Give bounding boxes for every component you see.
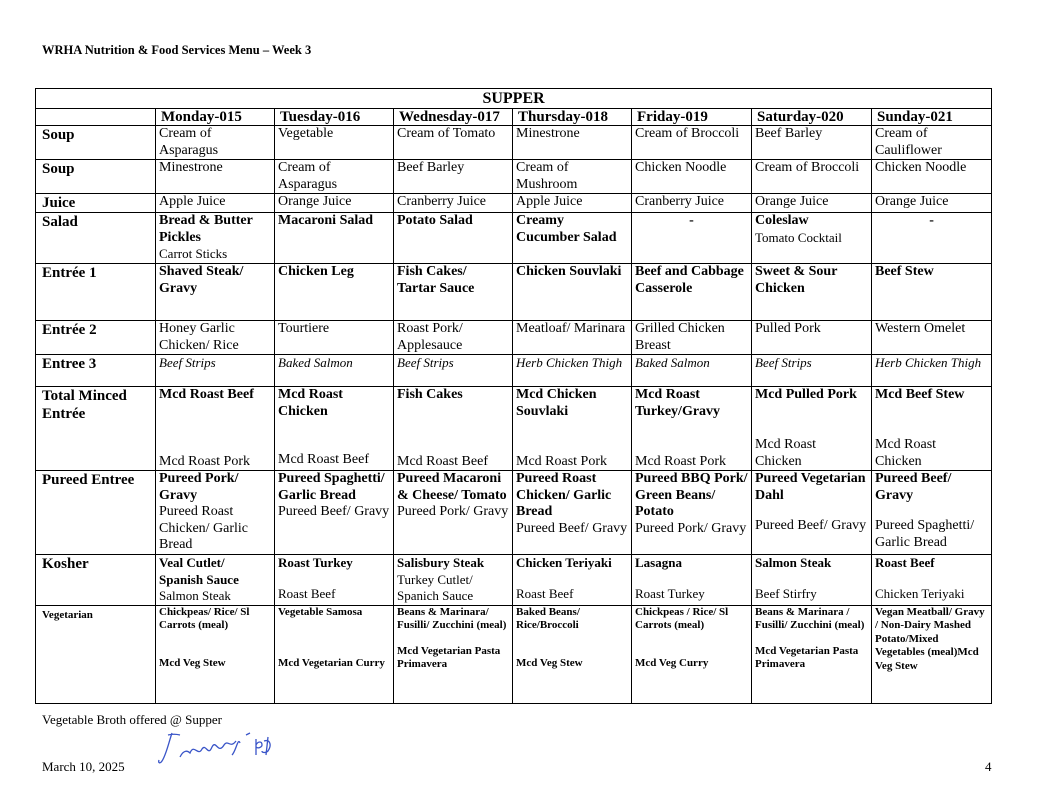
vegetarian-minced: Mcd Vegetarian Pasta Primavera xyxy=(755,644,859,670)
menu-cell xyxy=(275,605,394,703)
salad-side: Carrot Sticks xyxy=(159,246,228,261)
menu-cell: Orange Juice xyxy=(872,194,992,213)
menu-cell xyxy=(752,605,872,703)
menu-cell xyxy=(872,213,992,264)
vegetarian-row xyxy=(36,605,992,703)
menu-cell: Orange Juice xyxy=(752,194,872,213)
menu-cell xyxy=(752,555,872,606)
day-header: Friday-019 xyxy=(632,109,752,126)
menu-cell xyxy=(156,555,275,606)
menu-cell: Apple Juice xyxy=(156,194,275,213)
row-label: Vegetarian xyxy=(36,605,156,703)
menu-cell xyxy=(872,605,992,703)
pureed-alt: Pureed Roast Chicken/ Garlic Bread xyxy=(159,504,249,552)
soup-row xyxy=(36,126,992,160)
entree3-row xyxy=(36,355,992,387)
footnote: Vegetable Broth offered @ Supper xyxy=(42,712,222,727)
pureed-row xyxy=(36,471,992,555)
menu-cell: Chicken Souvlaki xyxy=(513,264,632,321)
menu-cell: Meatloaf/ Marinara xyxy=(513,321,632,355)
menu-cell xyxy=(872,387,992,471)
menu-cell xyxy=(872,471,992,555)
menu-cell: Chicken Noodle xyxy=(872,160,992,194)
menu-cell xyxy=(275,471,394,555)
menu-cell: Grilled Chicken Breast xyxy=(632,321,752,355)
kosher-item: Roast Beef xyxy=(875,555,935,570)
pureed-alt: Pureed Pork/ Gravy xyxy=(635,520,747,536)
row-label: Total Minced Entrée xyxy=(36,387,156,471)
vegetarian-minced: Mcd Veg Stew xyxy=(516,656,583,669)
pureed-alt: Pureed Spaghetti/ Garlic Bread xyxy=(875,518,975,550)
menu-cell xyxy=(632,387,752,471)
menu-cell: Roast Pork/ Applesauce xyxy=(394,321,513,355)
minced-alt: Mcd Roast Beef xyxy=(278,451,369,467)
day-header: Wednesday-017 xyxy=(394,109,513,126)
vegetarian-item: Baked Beans/ Rice/Broccoli xyxy=(516,605,580,631)
minced-row xyxy=(36,387,992,471)
vegetarian-minced: Mcd Vegetarian Pasta Primavera xyxy=(397,644,501,670)
corner-cell xyxy=(36,109,156,126)
menu-cell: Vegetable xyxy=(275,126,394,160)
minced-alt: Mcd Roast Pork xyxy=(516,453,607,469)
pureed-item: Pureed BBQ Pork/ Green Beans/ Potato xyxy=(635,471,748,519)
menu-cell xyxy=(752,471,872,555)
pureed-alt: Pureed Beef/ Gravy xyxy=(278,504,390,519)
menu-cell xyxy=(632,213,752,264)
day-header-row xyxy=(36,109,992,126)
menu-cell xyxy=(513,471,632,555)
menu-cell xyxy=(156,387,275,471)
menu-cell xyxy=(156,471,275,555)
kosher-alt: Roast Beef xyxy=(516,585,574,601)
menu-cell xyxy=(513,605,632,703)
kosher-item: Roast Turkey xyxy=(278,555,353,570)
menu-cell: Honey Garlic Chicken/ Rice xyxy=(156,321,275,355)
menu-cell: Cream of Asparagus xyxy=(156,126,275,160)
menu-cell xyxy=(872,555,992,606)
row-label: Soup xyxy=(36,126,156,160)
menu-cell xyxy=(513,213,632,264)
menu-cell: Beef Stew xyxy=(872,264,992,321)
minced-item: Mcd Pulled Pork xyxy=(755,387,857,402)
document-date: March 10, 2025 xyxy=(42,759,125,774)
menu-cell: Cream of Tomato xyxy=(394,126,513,160)
pureed-alt: Pureed Beef/ Gravy xyxy=(755,518,867,533)
minced-alt: Mcd Roast Pork xyxy=(159,453,250,469)
menu-cell: Beef Barley xyxy=(394,160,513,194)
menu-cell: Fish Cakes/ Tartar Sauce xyxy=(394,264,513,321)
juice-row xyxy=(36,194,992,213)
minced-item: Mcd Roast Beef xyxy=(159,387,254,402)
vegetarian-item: Chickpeas/ Rice/ Sl Carrots (meal) xyxy=(159,605,250,631)
menu-cell: Minestrone xyxy=(513,126,632,160)
minced-item: Fish Cakes xyxy=(397,387,463,402)
kosher-item: Chicken Teriyaki xyxy=(516,555,612,570)
kosher-alt: Salmon Steak xyxy=(159,588,231,603)
menu-cell: Herb Chicken Thigh xyxy=(872,355,992,387)
entree2-row xyxy=(36,321,992,355)
vegetarian-minced: Mcd Veg Curry xyxy=(635,656,709,669)
row-label: Juice xyxy=(36,194,156,213)
minced-alt: Mcd Roast Chicken xyxy=(875,437,937,469)
salad-item: - xyxy=(929,213,934,228)
menu-cell xyxy=(275,555,394,606)
salad-side: Tomato Cocktail xyxy=(755,229,842,245)
minced-item: Mcd Beef Stew xyxy=(875,387,965,402)
menu-cell: Sweet & Sour Chicken xyxy=(752,264,872,321)
menu-cell: Cream of Broccoli xyxy=(752,160,872,194)
minced-item: Mcd Roast Chicken xyxy=(278,387,343,419)
row-label: Kosher xyxy=(36,555,156,606)
supper-menu-table xyxy=(35,88,992,704)
menu-cell: Baked Salmon xyxy=(632,355,752,387)
signature xyxy=(158,727,298,769)
entree1-row xyxy=(36,264,992,321)
menu-cell: Chicken Noodle xyxy=(632,160,752,194)
meal-title: SUPPER xyxy=(36,89,992,109)
pureed-item: Pureed Macaroni & Cheese/ Tomato xyxy=(397,471,507,503)
menu-cell: Apple Juice xyxy=(513,194,632,213)
kosher-alt: Chicken Teriyaki xyxy=(875,585,965,601)
vegetarian-item: Beans & Marinara / Fusilli/ Zucchini (meal) xyxy=(755,605,865,631)
menu-cell: Cranberry Juice xyxy=(632,194,752,213)
menu-cell: Cream of Broccoli xyxy=(632,126,752,160)
kosher-alt: Roast Beef xyxy=(278,585,336,601)
menu-cell xyxy=(275,387,394,471)
menu-cell xyxy=(513,555,632,606)
menu-cell: Beef Barley xyxy=(752,126,872,160)
row-label: Pureed Entree xyxy=(36,471,156,555)
pureed-item: Pureed Roast Chicken/ Garlic Bread xyxy=(516,471,612,519)
kosher-item: Salmon Steak xyxy=(755,555,832,570)
salad-row xyxy=(36,213,992,264)
menu-cell xyxy=(632,605,752,703)
menu-cell: Tourtiere xyxy=(275,321,394,355)
kosher-item: Veal Cutlet/ Spanish Sauce xyxy=(159,555,239,587)
menu-cell: Herb Chicken Thigh xyxy=(513,355,632,387)
pureed-item: Pureed Pork/ Gravy xyxy=(159,471,239,503)
menu-cell: Orange Juice xyxy=(275,194,394,213)
menu-cell xyxy=(752,387,872,471)
kosher-item: Salisbury Steak xyxy=(397,555,485,570)
menu-cell xyxy=(632,471,752,555)
pureed-item: Pureed Beef/ Gravy xyxy=(875,471,952,503)
menu-cell xyxy=(394,605,513,703)
pureed-alt: Pureed Pork/ Gravy xyxy=(397,504,509,519)
row-label: Soup xyxy=(36,160,156,194)
menu-cell: Beef and Cabbage Casserole xyxy=(632,264,752,321)
menu-cell: Cream of Mushroom xyxy=(513,160,632,194)
menu-cell xyxy=(156,213,275,264)
vegetarian-item: Chickpeas / Rice/ Sl Carrots (meal) xyxy=(635,605,729,631)
menu-cell: Shaved Steak/ Gravy xyxy=(156,264,275,321)
menu-cell: Chicken Leg xyxy=(275,264,394,321)
menu-cell xyxy=(394,555,513,606)
vegetarian-item: Beans & Marinara/ Fusilli/ Zucchini (meal) xyxy=(397,605,507,631)
menu-cell: Cranberry Juice xyxy=(394,194,513,213)
kosher-alt: Roast Turkey xyxy=(635,585,705,601)
vegetarian-minced: Mcd Veg Stew xyxy=(159,656,226,669)
vegetarian-minced: Mcd Vegetarian Curry xyxy=(278,657,385,669)
day-header: Saturday-020 xyxy=(752,109,872,126)
kosher-item: Lasagna xyxy=(635,555,682,570)
menu-cell xyxy=(513,387,632,471)
minced-alt: Mcd Roast Beef xyxy=(397,453,488,469)
kosher-alt: Beef Stirfry xyxy=(755,585,817,601)
minced-item: Mcd Roast Turkey/Gravy xyxy=(635,387,721,419)
menu-cell: Minestrone xyxy=(156,160,275,194)
row-label: Salad xyxy=(36,213,156,264)
minced-alt: Mcd Roast Chicken xyxy=(755,437,817,469)
salad-item: Potato Salad xyxy=(397,213,473,228)
pureed-item: Pureed Spaghetti/ Garlic Bread xyxy=(278,471,385,503)
row-label: Entrée 2 xyxy=(36,321,156,355)
salad-item: Coleslaw xyxy=(755,213,809,228)
day-header: Monday-015 xyxy=(156,109,275,126)
day-header: Tuesday-016 xyxy=(275,109,394,126)
vegetarian-item: Vegan Meatball/ Gravy / Non-Dairy Mashed Potato/Mixed Vegetables (meal)Mcd Veg Stew xyxy=(875,605,985,672)
document-header: WRHA Nutrition & Food Services Menu – Week 3 xyxy=(42,43,312,57)
row-label: Entree 3 xyxy=(36,355,156,387)
menu-cell xyxy=(156,605,275,703)
menu-cell: Beef Strips xyxy=(752,355,872,387)
salad-item: Bread & Butter Pickles xyxy=(159,213,253,245)
menu-cell: Pulled Pork xyxy=(752,321,872,355)
minced-item: Mcd Chicken Souvlaki xyxy=(516,387,597,419)
page-number: 4 xyxy=(985,759,992,774)
menu-cell xyxy=(275,213,394,264)
pureed-item: Pureed Vegetarian Dahl xyxy=(755,471,866,503)
salad-item: Creamy Cucumber Salad xyxy=(516,213,617,245)
menu-cell xyxy=(394,471,513,555)
kosher-row xyxy=(36,555,992,606)
vegetarian-item: Vegetable Samosa xyxy=(278,605,363,618)
menu-cell: Beef Strips xyxy=(394,355,513,387)
menu-cell xyxy=(394,387,513,471)
menu-cell xyxy=(752,213,872,264)
menu-cell xyxy=(394,213,513,264)
row-label: Entrée 1 xyxy=(36,264,156,321)
menu-cell: Cream of Cauliflower xyxy=(872,126,992,160)
menu-cell: Beef Strips xyxy=(156,355,275,387)
soup-row xyxy=(36,160,992,194)
kosher-alt: Turkey Cutlet/ Spanich Sauce xyxy=(397,571,474,603)
day-header: Thursday-018 xyxy=(513,109,632,126)
menu-cell xyxy=(632,555,752,606)
minced-alt: Mcd Roast Pork xyxy=(635,453,726,469)
menu-cell: Baked Salmon xyxy=(275,355,394,387)
menu-cell: Cream of Asparagus xyxy=(275,160,394,194)
salad-item: - xyxy=(689,213,694,228)
day-header: Sunday-021 xyxy=(872,109,992,126)
pureed-alt: Pureed Beef/ Gravy xyxy=(516,520,628,536)
salad-item: Macaroni Salad xyxy=(278,213,374,228)
menu-cell: Western Omelet xyxy=(872,321,992,355)
